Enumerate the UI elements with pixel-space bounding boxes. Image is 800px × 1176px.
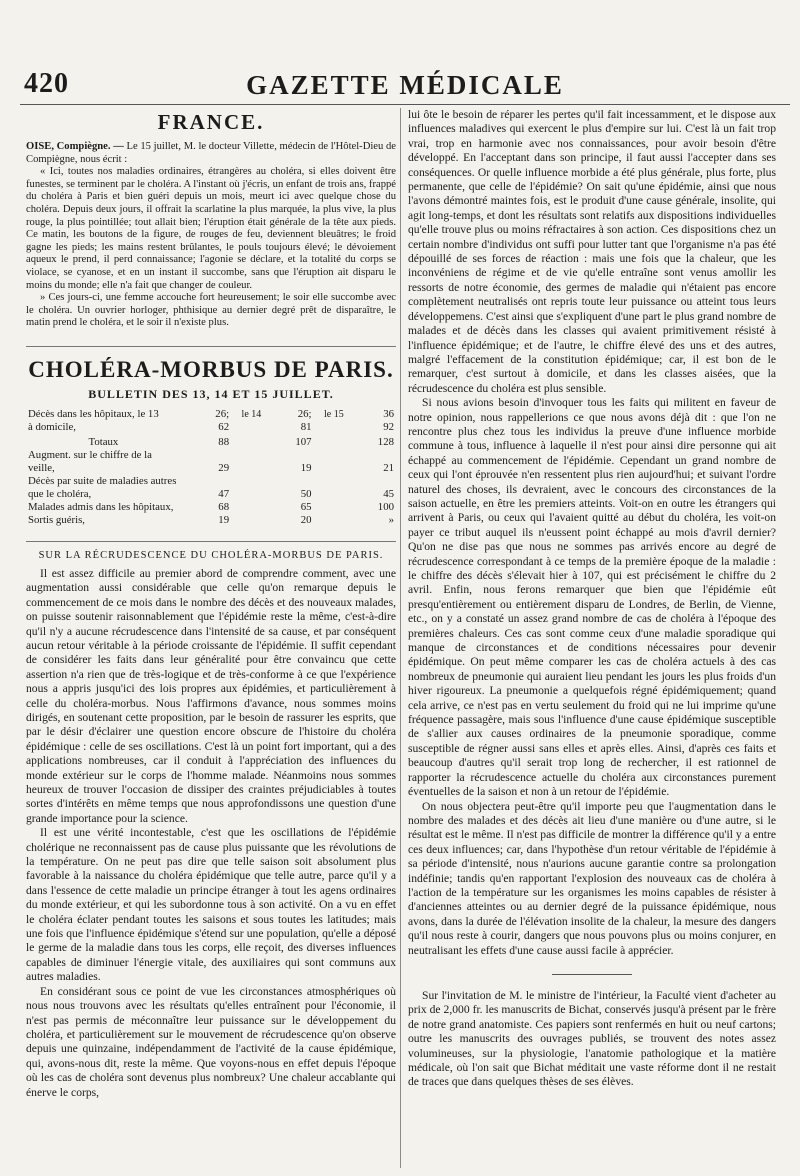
value-15: » [388,513,394,526]
value-15: 36 [383,407,394,420]
row-label: Augment. sur le chiffre de la veille, [28,448,152,474]
row-label: Décès dans les hôpitaux, le 13 [28,407,159,420]
article-subtitle: SUR LA RÉCRUDESCENCE DU CHOLÉRA-MORBUS DE PARIS. [26,541,396,561]
right-column [408,108,776,1090]
france-letter: « Ici, toutes nos maladies ordinaires, étrangères au choléra, si elles doivent être funestes, se terminent par le choléra. A l'instant où j'écris, un enfant de trois ans, frappé du choléra à Paris et bien guéri depuis un mois, meurt ici avec quelque chose du choléra. Depuis deux jours, il offrait la scarlatine la plus marquée, la plus vive, la plus rouge, la plus pointillée; tout allait bien; l'éruption était générale de la tête aux pieds. Ce matin, les boutons de la figure, de rouges de feu, deviennent bleuâtres; le froid gagne les pieds; les mains restent brûlantes, le pouls toujours élevé; le dévoiement aqueux le prend, il perd connaissance; l'agonie se déclare, et la totalité du corps se violace, se cyanose, et en un instant il succombe, sans que l'éruption ait disparu le moins du monde; elle n'a fait que changer de couleur. [26,166,396,291]
day-label-14 [231,514,263,527]
dateline: OISE, Compiègne. — [26,141,124,152]
value-14: 107 [295,435,312,448]
value-13: 29 [218,461,230,474]
bulletin-title: BULLETIN DES 13, 14 ET 15 JUILLET. [88,386,334,401]
day-label-15 [314,475,346,501]
value-14: 19 [300,461,312,474]
bulletin-row [26,408,396,421]
day-label-15 [314,421,346,434]
value-13: 26; [215,407,230,420]
separator-rule [552,974,632,975]
bulletin-row [26,501,396,514]
value-15: 45 [383,487,394,500]
article-paragraph: Si nous avions besoin d'invoquer tous les faits qui militent en faveur de notre opinion, nous rappellerions ce que nous avons déjà dit : que l'on ne rencontre plus chez tous les individus la preuve d'une influence morbide commune à tous, influence à laquelle il n'est pour ainsi dire personne qui ait échappé au commencement de l'épidémie. Cependant un grand nombre de ceux qui l'ont éprouvée n'en ressentent plus rien aujourd'hui; et suivant l'ordre naturel des choses, ils devraient, avec le concours des circonstances de la saison actuelle, en être les premiers atteints. Voit-on en outre les étrangers qui arrivent à Paris, ou ceux qui l'avaient quitté au début du choléra, les voit-on payer ce tribut auquel ils n'eussent point échappé au mois d'avril dernier? Qu'on ne dise pas que nous ne sommes pas arrivés encore au degré de récrudescence correspondant à ce temps de la première époque de la maladie : le chiffre des décès s'élevait hier à 107, qui est précisément le chiffre du 2 avril. Enfin, nous ferons remarquer que bien que l'épidémie eût presqu'entièrement ou entièrement disparu de Londres, de Berlin, de Vienne, etc., on y a constaté un assez grand nombre de cas de choléra à l'époque des premières chaleurs. Ces cas sont comme ceux d'une maladie sporadique qui manque de circonstances et de conditions nécessaires pour devenir épidémique. On peut même comparer les cas de choléra actuels à des cas nombreux de pneumonie qui auraient lieu pendant les jours les plus froids d'un hiver rigoureux. La pneumonie a quelquefois régné épidémiquement; quand cela arrive, ce n'est pas en vertu seulement du froid qui ne lui imprime qu'une fréquence passagère, mais sous l'influence d'une cause épidémique susceptible de s'allier aux causes ordinaires de la pneumonie sporadique, comme susceptible de régner aussi sans elles et après elles. Ainsi, d'après ces faits et beaucoup d'autres qu'il serait trop long de rechercher, il est rationnel de rapporter la récrudescence actuelle du choléra aux circonstances purement éventuelles de la saison et non à un retour de l'épidémie. [408,396,776,799]
value-13: 68 [218,500,230,513]
value-15: 92 [383,420,394,433]
day-label-14 [231,421,263,434]
section-title-france: FRANCE. [157,110,265,134]
article-left [26,567,396,1100]
france-intro [26,141,396,166]
value-14: 50 [300,487,312,500]
day-label-14 [231,475,263,501]
value-15: 128 [377,435,394,448]
article-paragraph: Il est une vérité incontestable, c'est que les oscillations de l'épidémie cholérique ne reconnaissent pas de cause plus puissante que les révolutions de la température. On ne peut pas dire que telle saison soit absolument plus favorable à la naissance du choléra épidémique que telle autre, parce qu'il y a dans l'essence de cette maladie un principe étranger à tout les agens ordinaires du monde extérieur, et qui les subordonne tous à son activité. On a vu en effet le choléra éclater pendant toutes les saisons et sous toutes les latitudes; mais une fois que l'influence épidémique s'étend sur une population, qu'elle a déposé le germe de la maladie dans tous les corps, elle reçoit, des diverses influences capables de diminuer l'énergie vitale, des auxiliaires qui sont communs aux autres maladies. [26,826,396,984]
day-label-15 [314,449,346,475]
value-14: 26; [297,407,312,420]
column-rule [400,108,401,1168]
row-label: Malades admis dans les hôpitaux, [28,500,174,513]
day-label-14 [231,434,263,449]
value-15: 21 [383,461,394,474]
row-label: Totaux [88,435,119,448]
day-label-14 [231,449,263,475]
value-14: 81 [300,420,312,433]
day-label-14 [231,501,263,514]
day-label-15: le 15 [323,408,344,420]
day-label-15 [314,501,346,514]
journal-title: GAZETTE MÉDICALE [246,70,564,100]
day-label-15 [314,434,346,449]
france-letter-end: » Ces jours-ci, une femme accouche fort heureusement; le soir elle succombe avec le choléra. Un ouvrier horloger, phthisique au dernier degré prêt de disparaître, le matin prend le choléra, et le soir il n'existe plus. [26,292,396,329]
value-14: 20 [300,513,312,526]
article-right [408,108,776,958]
day-label-15 [314,514,346,527]
value-13: 88 [218,435,230,448]
bulletin-row [26,475,396,501]
left-column [26,108,396,1100]
value-13: 62 [218,420,230,433]
value-13: 47 [218,487,230,500]
row-label: à domicile, [28,420,76,433]
cholera-title: CHOLÉRA-MORBUS DE PARIS. [26,346,396,383]
bulletin-row [26,514,396,527]
row-label: Sortis guéris, [28,513,85,526]
article-paragraph: On nous objectera peut-être qu'il importe peu que l'augmentation dans le nombre des malades et des décès ait lieu d'une manière ou d'une autre, si le résultat est le même. Il n'est pas difficile de montrer la différence qu'il y a entre ces deux influences; car, dans l'hypothèse d'un retour véritable de l'épidémie à sa période d'intensité, nous n'aurions aucune garantie contre sa prolongation indéfinie; tandis qu'en rapportant l'explosion des nouveaux cas de choléra à l'action de la température sur les organismes les moins capables de résister à d'anciennes atteintes ou au dernier degré de la puissance épidémique, nous avons, dans la durée de l'élévation insolite de la chaleur, la mesure des dangers qu'il nous reste à courir, dangers que nous pouvons plus ou moins conjurer, en neutralisant les effets d'une cause aussi facile à apprécier. [408,799,776,957]
article-paragraph: En considérant sous ce point de vue les circonstances atmosphériques où nous nous trouvons avec les résultats qu'elles entraînent pour l'économie, il n'est pas permis de méconnaître leur puissance sur le développement du choléra, et particulièrement sur le mouvement de récrudescence qu'on observe depuis une quinzaine, indépendamment de l'activité de la cause épidémique, qui, avons-nous dit, reste la même. Que voyons-nous en effet depuis l'époque où les cas de choléra sont devenus plus nombreux? Une chaleur accablante qui énerve le corps, [26,984,396,1099]
intro-text: Le 15 juillet, M. le docteur Villette, médecin de l'Hôtel-Dieu de Compiègne, nous écrit : [26,141,396,165]
row-label: Décès par suite de maladies autres que le choléra, [28,474,177,500]
value-15: 100 [377,500,394,513]
bulletin-row [26,434,396,449]
day-label-14: le 14 [241,408,262,420]
notice [408,989,776,1090]
value-14: 65 [300,500,312,513]
article-paragraph: lui ôte le besoin de réparer les pertes qu'il fait incessamment, et le dispose aux influences maladives qui exercent le plus d'empire sur lui. C'est là un fait trop vrai, trop en harmonie avec nos connaissances, pour avoir besoin d'être développé. En l'acceptant dans son principe, il faut aussi l'accepter dans ses conséquences. Or quelle influence morbide a été plus générale, plus forte, plus permanente, que celle de l'épidémie? On sait qu'une épidémie, ainsi que nous l'avons démontré maintes fois, est le produit d'une cause générale, insolite, qui agit long-temps, et dont les résultats sont relatifs aux dispositions individuelles qu'elle trouve plus ou moins réfractaires à son action. Ces dispositions chez un certain nombre d'individus ont suffi pour lutter tant que l'organisme n'a pas été dépouillé de ses forces de réaction : mais une fois que la chaleur, que les inconvéniens de régime et de vie qu'elle entraîne sont venus amollir les ressorts de notre économie, des germes de maladie qui n'étaient pas encore complètement neutralisés ont repris toute leur puissance ou atteint tous leurs développemens. C'est ainsi que s'expliquent d'une part le plus grand nombre de malades et de décès dans les classes qui avaient primitivement résisté à l'influence épidémique; et de l'autre, le chiffre élevé des uns et des autres, malgré l'effacement de la constitution épidémique; car, il est bon de le remarquer, c'est surtout à domicile, et dans les classes aisées, que la récrudescence du choléra est plus sensible. [408,108,776,395]
france-report [26,141,396,330]
page-number: 420 [24,68,69,99]
bulletin-table [26,408,396,527]
value-13: 19 [218,513,230,526]
notice-text: Sur l'invitation de M. le ministre de l'intérieur, la Faculté vient d'acheter au prix de 2,000 fr. les manuscrits de Bichat, conservés jusqu'à présent par le frère de notre grand anatomiste. Ces papiers sont renfermés en huit ou neuf cartons; outre les manuscrits des ouvrages publiés, se trouvent des notes assez volumineuses, sur la physiologie, l'anatomie pathologique et la matière médicale, où l'on sait que Bichat méditait une vaste réforme dont il ne restait de traces que dans quelques thèses de ses élèves. [408,988,776,1089]
bulletin-row [26,421,396,434]
running-head [20,64,790,105]
bulletin-row [26,449,396,475]
article-paragraph: Il est assez difficile au premier abord de comprendre comment, avec une augmentation aussi considérable que celle qu'on remarque depuis le commencement de ce mois dans le nombre des décès et des nouveaux malades, on puisse soutenir raisonnablement que l'épidémie reste la même, c'est-à-dire qu'il n'y a aucune récrudescence dans l'intensité de sa cause, et par conséquent aucun retour véritable à la période croissante de l'épidémie. Il suffit cependant de considérer les faits dans leur généralité pour être convaincu que cette assertion n'a rien que de très-logique et de très-conforme à ce que l'expérience nous a appris jusqu'ici des lois propres aux épidémies, et particulièrement à celle du choléra-morbus. Nous l'affirmons d'avance, nous sommes moins dirigés, en soutenant cette proposition, par le besoin de rassurer les esprits, que par le désir d'éclairer une question encore obscure de l'histoire du choléra épidémique : celle de ses oscillations. C'est là un point fort important, qui a des applications nombreuses, car il conduit à l'appréciation des influences du monde extérieur sur le corps de l'homme malade. Néanmoins nous sommes heureux de trouver l'occasion de dissiper des craintes préjudiciables à toutes sortes d'intérêts en même temps que nous approfondissons une question d'une grande importance pour la science. [26,566,396,825]
